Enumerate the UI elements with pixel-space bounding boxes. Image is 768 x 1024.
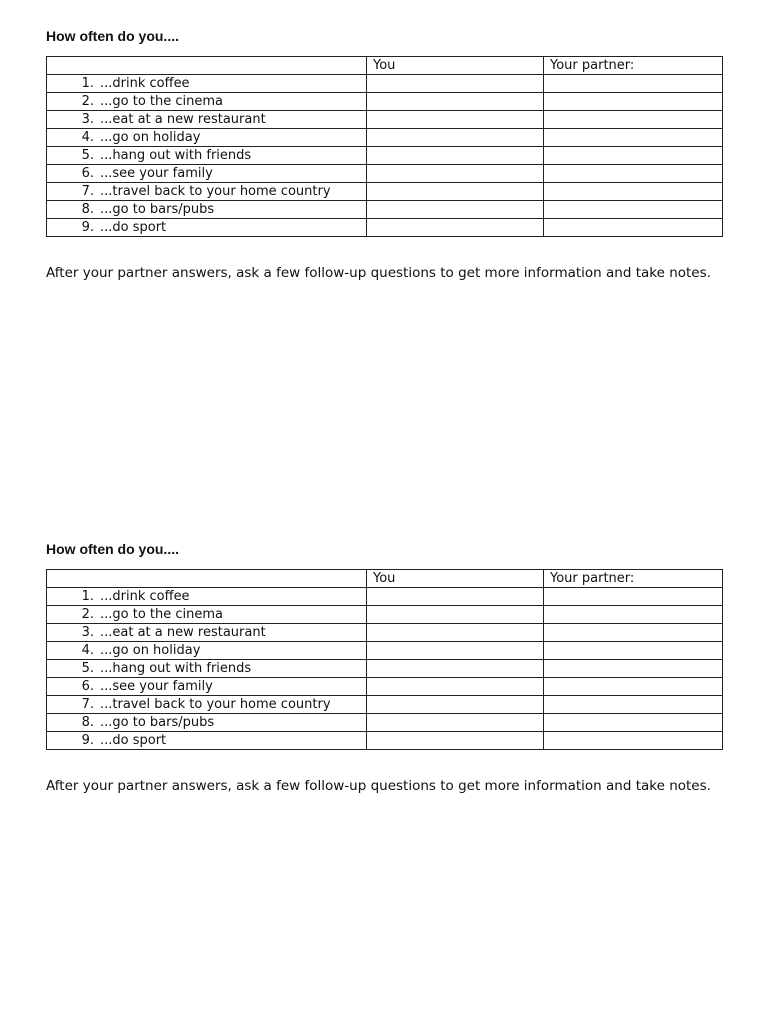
you-answer-cell[interactable] bbox=[367, 219, 544, 237]
instruction-text: After your partner answers, ask a few follow-up questions to get more information and take notes. bbox=[46, 265, 711, 281]
item-text: ...eat at a new restaurant bbox=[100, 112, 266, 127]
activity-cell bbox=[47, 165, 367, 183]
item-text: ...go to the cinema bbox=[100, 607, 224, 622]
item-text: ...go on holiday bbox=[100, 130, 201, 145]
worksheet-heading: How often do you.... bbox=[46, 28, 179, 44]
item-text: ...travel back to your home country bbox=[100, 184, 331, 199]
item-text: ...see your family bbox=[100, 166, 213, 181]
table-row bbox=[47, 606, 723, 624]
partner-answer-cell[interactable] bbox=[544, 696, 723, 714]
partner-answer-cell[interactable] bbox=[544, 678, 723, 696]
you-answer-cell[interactable] bbox=[367, 93, 544, 111]
you-answer-cell[interactable] bbox=[367, 129, 544, 147]
table-row bbox=[47, 93, 723, 111]
item-text: ...see your family bbox=[100, 679, 213, 694]
table-row bbox=[47, 111, 723, 129]
item-number: 3. bbox=[81, 112, 94, 127]
item-text: ...go on holiday bbox=[100, 643, 201, 658]
you-answer-cell[interactable] bbox=[367, 696, 544, 714]
item-number: 2. bbox=[81, 607, 94, 622]
worksheet-2 bbox=[46, 541, 722, 796]
table-row bbox=[47, 696, 723, 714]
header-partner: Your partner: bbox=[544, 57, 723, 75]
item-text: ...go to bars/pubs bbox=[100, 715, 215, 730]
partner-answer-cell[interactable] bbox=[544, 111, 723, 129]
you-answer-cell[interactable] bbox=[367, 732, 544, 750]
table-row bbox=[47, 714, 723, 732]
item-number: 9. bbox=[81, 733, 94, 748]
frequency-table bbox=[46, 56, 723, 237]
activity-cell bbox=[47, 75, 367, 93]
header-you: You bbox=[367, 570, 544, 588]
table-row bbox=[47, 588, 723, 606]
worksheet-heading: How often do you.... bbox=[46, 541, 179, 557]
activity-cell bbox=[47, 201, 367, 219]
activity-cell bbox=[47, 714, 367, 732]
activity-cell bbox=[47, 147, 367, 165]
partner-answer-cell[interactable] bbox=[544, 588, 723, 606]
worksheet-1 bbox=[46, 28, 722, 283]
activity-cell bbox=[47, 93, 367, 111]
item-number: 3. bbox=[81, 625, 94, 640]
table-row bbox=[47, 147, 723, 165]
you-answer-cell[interactable] bbox=[367, 201, 544, 219]
partner-answer-cell[interactable] bbox=[544, 606, 723, 624]
item-number: 8. bbox=[81, 715, 94, 730]
partner-answer-cell[interactable] bbox=[544, 219, 723, 237]
you-answer-cell[interactable] bbox=[367, 147, 544, 165]
item-text: ...do sport bbox=[100, 733, 167, 748]
you-answer-cell[interactable] bbox=[367, 183, 544, 201]
item-text: ...go to bars/pubs bbox=[100, 202, 215, 217]
table-row bbox=[47, 660, 723, 678]
activity-cell bbox=[47, 129, 367, 147]
header-you: You bbox=[367, 57, 544, 75]
instruction-text: After your partner answers, ask a few follow-up questions to get more information and take notes. bbox=[46, 778, 711, 794]
header-activity bbox=[47, 570, 367, 588]
item-number: 6. bbox=[81, 166, 94, 181]
item-text: ...drink coffee bbox=[100, 589, 190, 604]
activity-cell bbox=[47, 588, 367, 606]
activity-cell bbox=[47, 642, 367, 660]
activity-cell bbox=[47, 606, 367, 624]
partner-answer-cell[interactable] bbox=[544, 93, 723, 111]
frequency-table bbox=[46, 569, 723, 750]
partner-answer-cell[interactable] bbox=[544, 642, 723, 660]
item-number: 6. bbox=[81, 679, 94, 694]
partner-answer-cell[interactable] bbox=[544, 129, 723, 147]
partner-answer-cell[interactable] bbox=[544, 714, 723, 732]
item-number: 8. bbox=[81, 202, 94, 217]
partner-answer-cell[interactable] bbox=[544, 624, 723, 642]
activity-cell bbox=[47, 183, 367, 201]
activity-cell bbox=[47, 678, 367, 696]
table-row bbox=[47, 129, 723, 147]
item-text: ...eat at a new restaurant bbox=[100, 625, 266, 640]
item-number: 4. bbox=[81, 643, 94, 658]
item-text: ...hang out with friends bbox=[100, 148, 252, 163]
partner-answer-cell[interactable] bbox=[544, 75, 723, 93]
you-answer-cell[interactable] bbox=[367, 642, 544, 660]
table-row bbox=[47, 219, 723, 237]
item-number: 2. bbox=[81, 94, 94, 109]
item-text: ...go to the cinema bbox=[100, 94, 224, 109]
item-text: ...do sport bbox=[100, 220, 167, 235]
item-number: 1. bbox=[81, 76, 94, 91]
header-partner: Your partner: bbox=[544, 570, 723, 588]
you-answer-cell[interactable] bbox=[367, 588, 544, 606]
activity-cell bbox=[47, 219, 367, 237]
table-row bbox=[47, 183, 723, 201]
activity-cell bbox=[47, 660, 367, 678]
table-row bbox=[47, 678, 723, 696]
item-number: 5. bbox=[81, 661, 94, 676]
activity-cell bbox=[47, 111, 367, 129]
you-answer-cell[interactable] bbox=[367, 165, 544, 183]
table-row bbox=[47, 75, 723, 93]
partner-answer-cell[interactable] bbox=[544, 660, 723, 678]
partner-answer-cell[interactable] bbox=[544, 183, 723, 201]
item-number: 1. bbox=[81, 589, 94, 604]
table-header-row bbox=[47, 57, 723, 75]
table-row bbox=[47, 732, 723, 750]
item-text: ...hang out with friends bbox=[100, 661, 252, 676]
activity-cell bbox=[47, 732, 367, 750]
partner-answer-cell[interactable] bbox=[544, 165, 723, 183]
item-text: ...drink coffee bbox=[100, 76, 190, 91]
you-answer-cell[interactable] bbox=[367, 606, 544, 624]
table-row bbox=[47, 624, 723, 642]
item-number: 7. bbox=[81, 184, 94, 199]
you-answer-cell[interactable] bbox=[367, 714, 544, 732]
you-answer-cell[interactable] bbox=[367, 111, 544, 129]
item-number: 5. bbox=[81, 148, 94, 163]
partner-answer-cell[interactable] bbox=[544, 147, 723, 165]
activity-cell bbox=[47, 624, 367, 642]
activity-cell bbox=[47, 696, 367, 714]
you-answer-cell[interactable] bbox=[367, 660, 544, 678]
table-row bbox=[47, 201, 723, 219]
item-number: 4. bbox=[81, 130, 94, 145]
header-activity bbox=[47, 57, 367, 75]
partner-answer-cell[interactable] bbox=[544, 201, 723, 219]
you-answer-cell[interactable] bbox=[367, 624, 544, 642]
item-text: ...travel back to your home country bbox=[100, 697, 331, 712]
you-answer-cell[interactable] bbox=[367, 75, 544, 93]
you-answer-cell[interactable] bbox=[367, 678, 544, 696]
item-number: 9. bbox=[81, 220, 94, 235]
table-row bbox=[47, 642, 723, 660]
item-number: 7. bbox=[81, 697, 94, 712]
partner-answer-cell[interactable] bbox=[544, 732, 723, 750]
table-row bbox=[47, 165, 723, 183]
table-header-row bbox=[47, 570, 723, 588]
